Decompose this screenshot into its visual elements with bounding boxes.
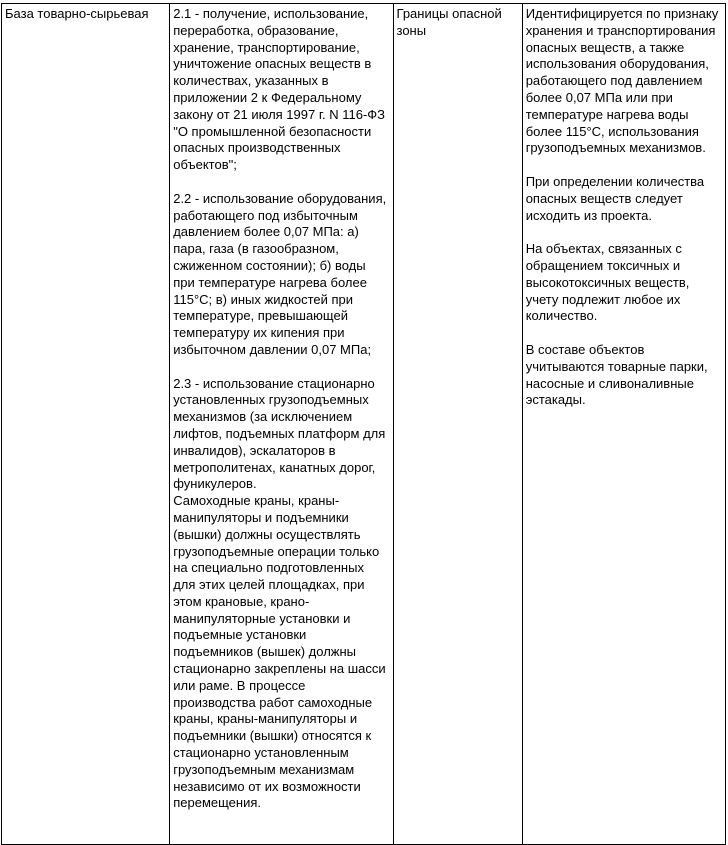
criteria-2-3-text: 2.3 - использование стационарно установленных грузоподъемных механизмов (за исключением лифтов, подъемных платформ для инвалидов), эскалаторов в метрополитенах, канатных дорог, фуникулеров. [173, 375, 386, 492]
object-type-text: База товарно-сырьевая [5, 6, 149, 21]
object-type-cell [2, 4, 170, 845]
criteria-2-2-text: 2.2 - использование оборудования, работающего под избыточным давлением более 0,07 МПа: а) пара, газа (в газообразном, сжиженном состоянии); б) воды при температуре нагрева более 115°С; в) иных жидкостей при температуре, превышающей температуру их кипения при избыточном давлении 0,07 МПа; [173, 190, 387, 357]
hazard-classification-table [1, 3, 726, 845]
note-quantity-text: При определении количества опасных веществ следует исходить из проекта. [525, 173, 705, 223]
table-row [2, 4, 726, 845]
note-toxic-text: На объектах, связанных с обращением токсичных и высокотоксичных веществ, учету подлежит любое их количество. [525, 241, 690, 324]
notes-cell [522, 4, 725, 845]
note-identification-text: Идентифицируется по признаку хранения и транспортирования опасных веществ, а также использования оборудования, работающего под давлением более 0,07 МПа или при температуре нагрева воды более 115°С, использования грузоподъемных механизмов. [525, 6, 719, 156]
boundaries-cell [393, 4, 522, 845]
criteria-cranes-text: Самоходные краны, краны-манипуляторы и подъемники (вышки) должны осуществлять грузоподъемные операции только на специально подготовленных для этих целей площадках, при этом крановые, крано-манипуляторные установки и подъемные установки подъемников (вышек) должны стационарно закреплены на шасси или раме. В процессе производства работ самоходные краны, краны-манипуляторы и подъемники (вышки) относятся к стационарно установленным грузоподъемным механизмам независимо от их возможности перемещения. [173, 493, 386, 811]
note-composition-text: В составе объектов учитываются товарные парки, насосные и сливоналивные эстакады. [525, 341, 708, 408]
criteria-cell [170, 4, 393, 845]
criteria-2-1-text: 2.1 - получение, использование, переработка, образование, хранение, транспортирование, уничтожение опасных веществ в количествах, указанных в приложении 2 к Федеральному закону от 21 июля 1997 г. N 116-ФЗ "О промышленной безопасности опасных производственных объектов"; [173, 6, 386, 173]
boundaries-text: Границы опасной зоны [396, 6, 502, 38]
